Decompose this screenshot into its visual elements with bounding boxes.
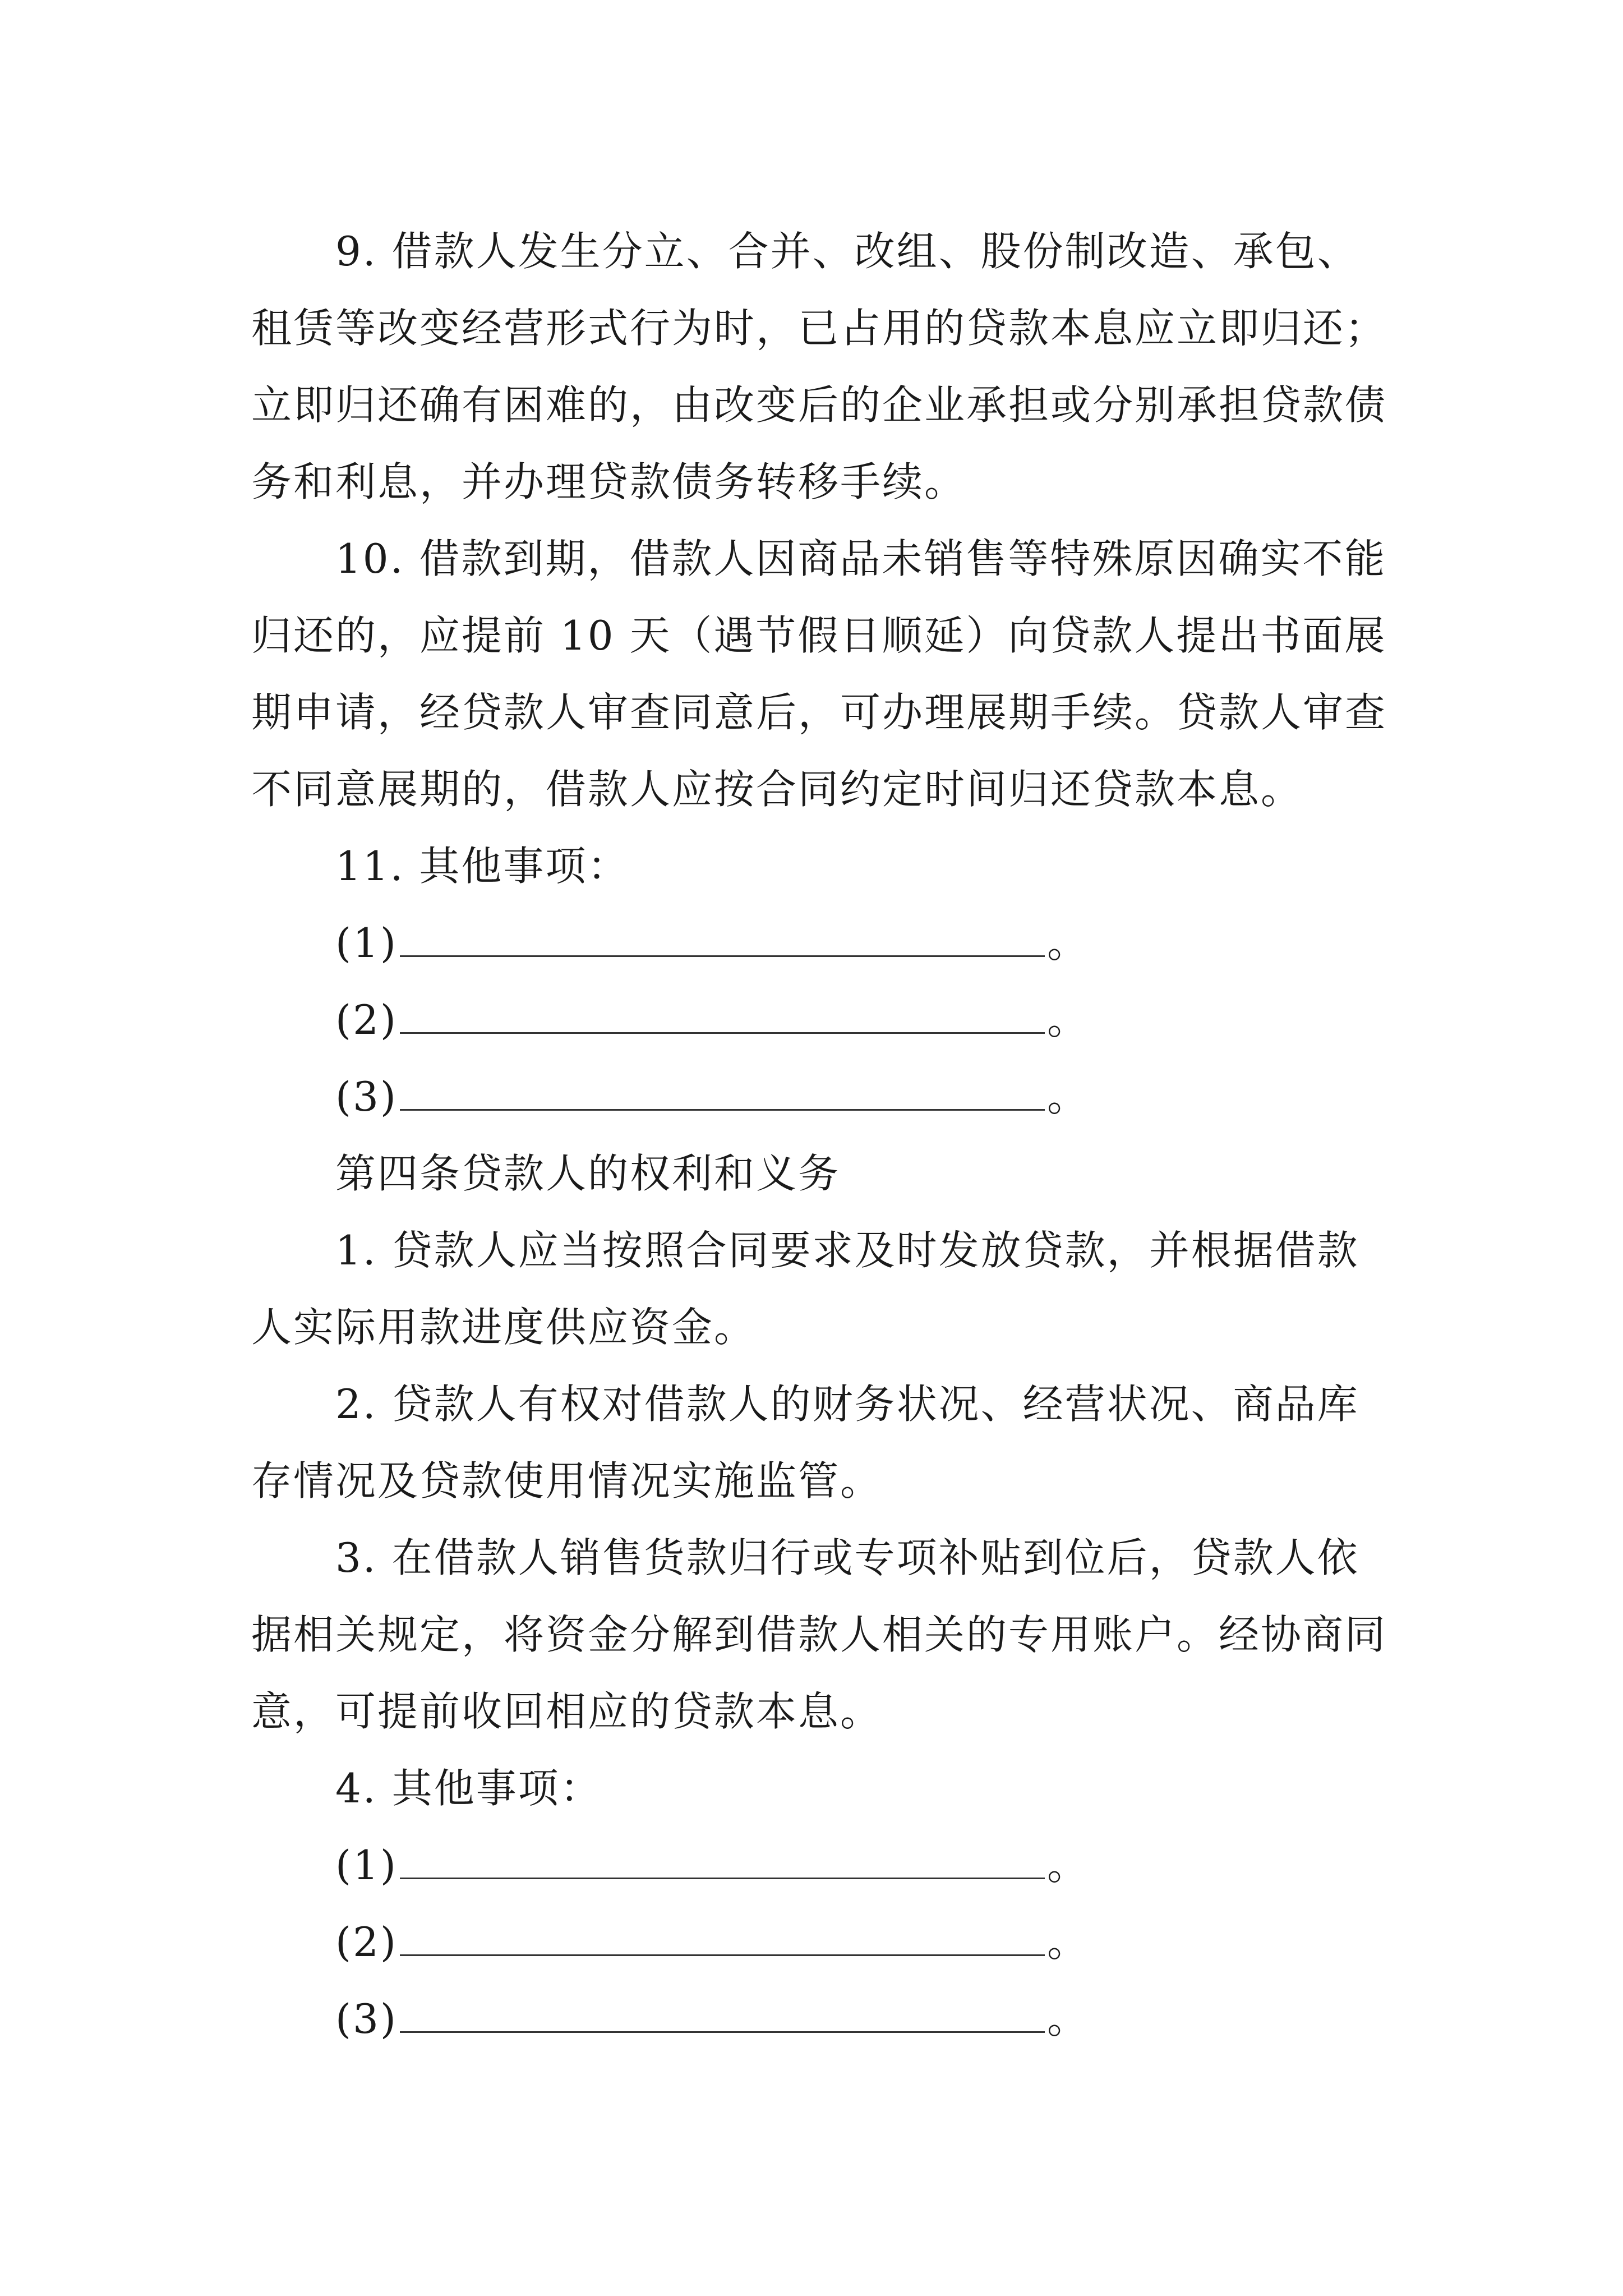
clause-4-item-4-blank-2 xyxy=(251,1904,1395,1981)
blank-end: 。 xyxy=(1047,1073,1090,1120)
blank-label: (3) xyxy=(335,1073,398,1120)
blank-label: (2) xyxy=(335,996,398,1043)
clause-4-heading: 第四条贷款人的权利和义务 xyxy=(335,1150,841,1197)
blank-end: 。 xyxy=(1047,919,1090,967)
blank-end: 。 xyxy=(1047,1842,1090,1889)
fill-in-blank[interactable] xyxy=(400,992,1045,1034)
fill-in-blank[interactable] xyxy=(400,1837,1045,1879)
clause-3-item-11-blank-2 xyxy=(251,982,1395,1059)
blank-end: 。 xyxy=(1047,996,1090,1043)
clause-4-item-2: 2. 贷款人有权对借款人的财务状况、经营状况、商品库存情况及贷款使用情况实施监管。 xyxy=(251,1381,1359,1504)
fill-in-blank[interactable] xyxy=(400,1069,1045,1111)
blank-end: 。 xyxy=(1047,1995,1090,2042)
fill-in-blank[interactable] xyxy=(400,1991,1045,2033)
clause-3-item-11-blank-3 xyxy=(251,1059,1395,1135)
blank-label: (2) xyxy=(335,1918,398,1966)
blank-end: 。 xyxy=(1047,1918,1090,1966)
clause-3-item-9: 9. 借款人发生分立、合并、改组、股份制改造、承包、租赁等改变经营形式行为时，已占用的贷款本息应立即归还；立即归还确有困难的，由改变后的企业承担或分别承担贷款债务和利息，并办理贷款债务转移手续。 xyxy=(251,228,1387,505)
fill-in-blank[interactable] xyxy=(400,915,1045,957)
clause-4-item-4-blank-3 xyxy=(251,1981,1395,2058)
clause-4-item-4-blank-1 xyxy=(251,1827,1395,1904)
blank-label: (3) xyxy=(335,1995,398,2042)
clause-3-item-10: 10. 借款到期，借款人因商品未销售等特殊原因确实不能归还的，应提前 10 天（遇节假日顺延）向贷款人提出书面展期申请，经贷款人审查同意后，可办理展期手续。贷款人审查不同意展期的，借款人应按合同约定时间归还贷款本息。 xyxy=(251,535,1387,813)
blank-label: (1) xyxy=(335,1842,398,1889)
blank-label: (1) xyxy=(335,919,398,967)
clause-4-item-3: 3. 在借款人销售货款归行或专项补贴到位后，贷款人依据相关规定，将资金分解到借款人相关的专用账户。经协商同意，可提前收回相应的贷款本息。 xyxy=(251,1534,1387,1735)
clause-3-item-11-blank-1 xyxy=(251,905,1395,982)
clause-4-item-4-title: 4. 其他事项： xyxy=(335,1765,602,1812)
fill-in-blank[interactable] xyxy=(400,1914,1045,1956)
clause-3-item-11-title: 11. 其他事项： xyxy=(335,843,630,890)
clause-4-item-1: 1. 贷款人应当按照合同要求及时发放贷款，并根据借款人实际用款进度供应资金。 xyxy=(251,1227,1359,1351)
document-body xyxy=(251,213,1395,2058)
